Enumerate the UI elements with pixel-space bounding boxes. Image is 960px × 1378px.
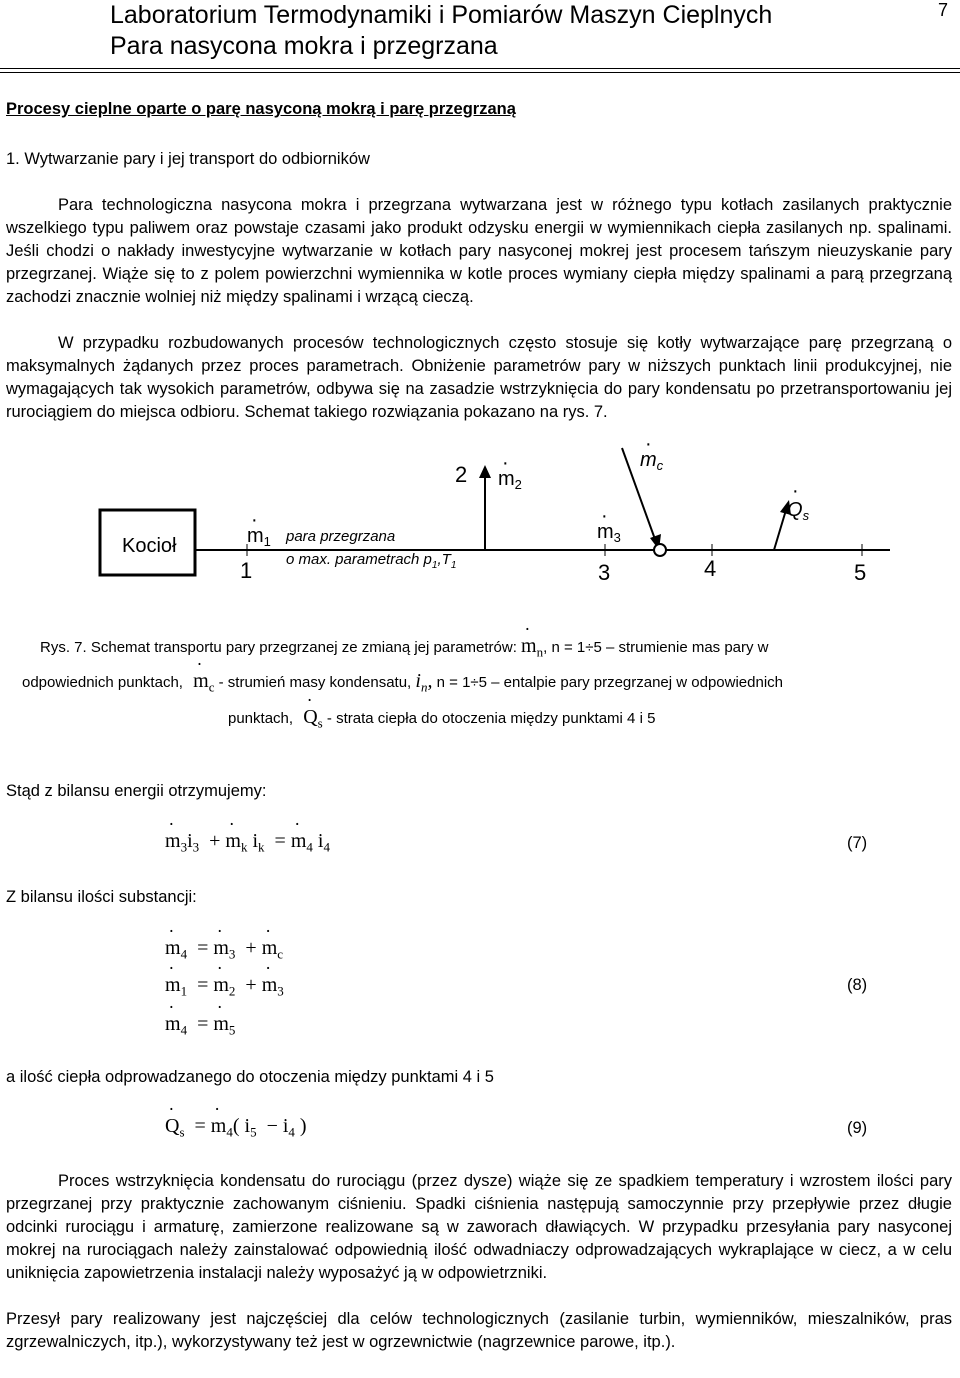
- equation-9: ˙ $Q_s$ = ˙ $m_4$( $i_5 - i_4$ ): [165, 1115, 307, 1141]
- branch-2-arrow: [479, 465, 491, 478]
- mass-balance-intro: Z bilansu ilości substancji:: [6, 888, 197, 906]
- equation-9-number: (9): [847, 1119, 868, 1137]
- header-subtitle: Para nasycona mokra i przegrzana: [110, 32, 498, 60]
- header-title: Laboratorium Termodynamiki i Pomiarów Maszyn Cieplnych: [110, 1, 773, 29]
- header: [110, 0, 772, 62]
- boiler-label: Kocioł: [122, 535, 177, 557]
- m1-dot: ·: [251, 509, 258, 531]
- m2-dot: ·: [502, 452, 509, 474]
- mc-dot: ·: [645, 440, 652, 455]
- paragraph-2: W przypadku rozbudowanych procesów technologicznych często stosuje się kotły wytwarzające parę przegrzaną o maksymalnych żądanych przez proces parametrach. Obniżenie parametrów pary w niższych punktach linii produkcyjnej, nie wymagających tak wysokich parametrów, odbywa się na zasadzie wstrzyknięcia do pary kondensatu po przetransportowaniu jej rurociągiem do miejsca odbioru. Schemat takiego rozwiązania pokazano na rys. 7.: [6, 334, 952, 421]
- paragraph-3: Proces wstrzyknięcia kondensatu do rurociągu (przez dysze) wiąże się ze spadkiem temperatury i wzrostem ilości pary przegrzanej przy praktycznie zachowanym ciśnieniu. Spadki ciśnienia następują samoczynnie przy przepływie przez długie odcinki rurociągu i armaturę, zamierzone realizowane są w zaworach dławiących. W przypadku przesyłania pary nasyconej mokrej na rurociągach należy zainstalować odpowiednią ilość odwadniaczy odprowadzających wykraplające w ciecz, a w celu uniknięcia zapowietrzenia instalacji należy wyposażyć ją w odpowietrzniki.: [6, 1172, 952, 1282]
- qs-dot: ·: [792, 480, 799, 502]
- equation-8c: ˙ $m_4$ = ˙ $m_5$: [165, 1013, 235, 1039]
- m3-label: $m_3$: [597, 521, 621, 545]
- m2-label: $m_2$: [498, 468, 522, 492]
- point-2: 2: [455, 462, 468, 487]
- injection-node: [654, 544, 666, 556]
- m3-dot: ·: [601, 505, 608, 527]
- point-3: 3: [598, 560, 611, 585]
- equation-7-number: (7): [847, 834, 868, 852]
- pipe-label-1: para przegrzana: [286, 528, 396, 545]
- equation-8a: ˙ $m_4$ = ˙ $m_3$ + ˙ $m_c$: [165, 937, 283, 963]
- equation-7: ˙ $m_3i_3$ + ˙ $m_k$ $i_k$ = ˙ $m_4$ $i_4$: [165, 830, 330, 856]
- qs-label: $Q_s$: [787, 499, 810, 523]
- section-heading: 1. Wytwarzanie pary i jej transport do odbiorników: [6, 150, 370, 168]
- heat-loss-line: [774, 510, 786, 550]
- paragraph-4: Przesył pary realizowany jest najczęściej dla celów technologicznych (zasilanie turbin, wymienników, mieszalników, pras zgrzewalniczych, itp.), wykorzystywany też jest w ogrzewnictwie (nagrzewnice parowe, itp.).: [6, 1310, 952, 1351]
- point-5: 5: [854, 560, 867, 585]
- energy-balance-intro: Stąd z bilansu energii otrzymujemy:: [6, 782, 267, 800]
- document-title: Procesy cieplne oparte o parę nasyconą mokrą i parę przegrzaną: [6, 100, 516, 118]
- mc-label: $m_c$: [640, 449, 664, 473]
- heat-loss-intro: a ilość ciepła odprowadzanego do otoczenia między punktami 4 i 5: [6, 1068, 494, 1086]
- m1-label: $m_1$: [247, 525, 271, 549]
- paragraph-1: Para technologiczna nasycona mokra i przegrzana wytwarzana jest w różnego typu kotłach zasilanych praktycznie wszelkiego typu paliwem oraz powstaje czasami jako produkt odzysku energii w wymiennikach ciepła zasilanych np. spalinami. Jeśli chodzi o nakłady inwestycyjne wytwarzanie w kotłach pary nasyconej mokrej jest procesem tańszym nieuzyskanie pary przegrzanej. Wiąże się to z polem powierzchni wymiennika w kotle proces wymiany ciepła między spalinami a parą przegrzaną zachodzi znacznie wolniej niż między spalinami i wrzącą cieczą.: [6, 196, 952, 306]
- equation-8-number: (8): [847, 976, 868, 994]
- equation-8b: ˙ $m_1$ = ˙ $m_2$ + ˙ $m_3$: [165, 974, 284, 1000]
- point-1: 1: [240, 558, 253, 583]
- caption-line-2: odpowiednich punktach, ˙ $m_c$ - strumień masy kondensatu, $i_n$, n = 1÷5 – entalpie pary przegrzanej w odpowiednich: [22, 670, 783, 696]
- point-4: 4: [704, 556, 717, 581]
- pipe-label-2: o max. parametrach $p_1,T_1$: [286, 551, 457, 571]
- caption-line-3: punktach, ˙ $Q_s$ - strata ciepła do otoczenia między punktami 4 i 5: [228, 706, 655, 732]
- page-number: 7: [937, 0, 948, 20]
- header-divider-bottom: [0, 72, 960, 73]
- header-divider-top: [0, 68, 960, 69]
- transport-diagram: [0, 440, 960, 620]
- caption-line-1: Rys. 7. Schemat transportu pary przegrzanej ze zmianą jej parametrów: ˙ $m_n$, n = 1÷5 – strumienie mas pary w: [40, 635, 769, 661]
